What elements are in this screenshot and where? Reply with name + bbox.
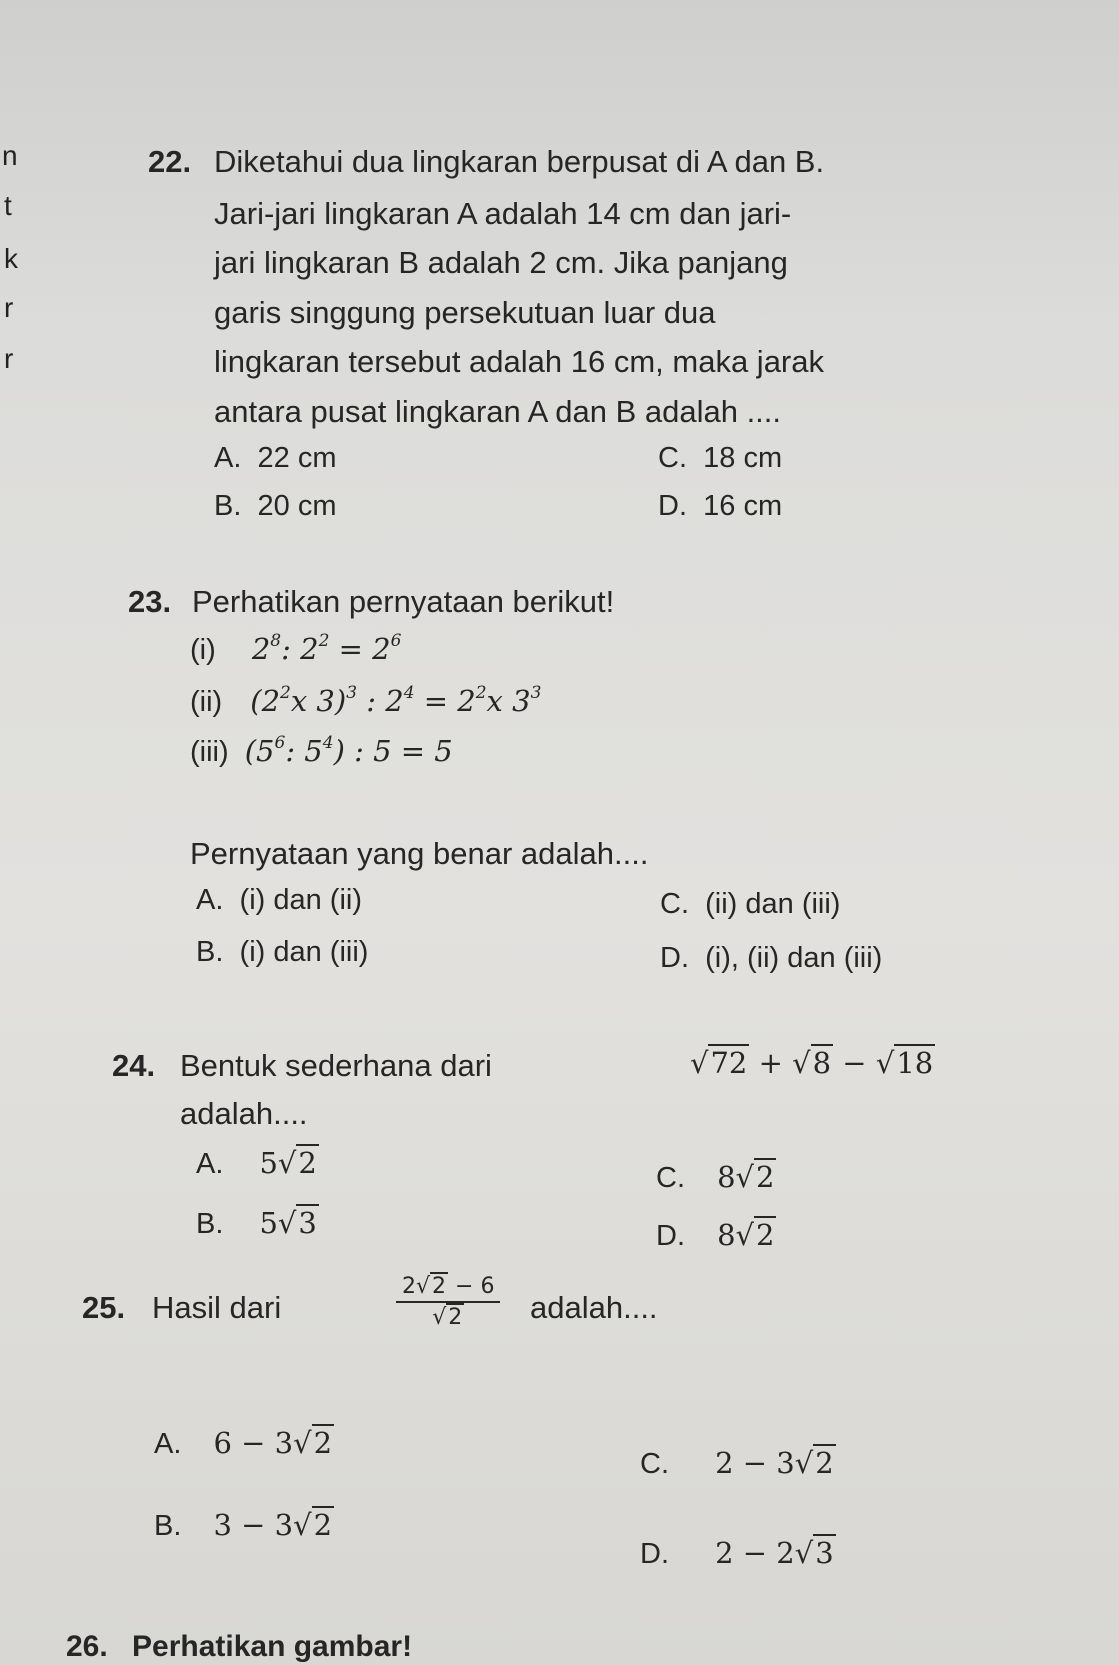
q25-fraction: $\frac{2√2 - 6}{√2}$ — [396, 1274, 500, 1330]
q24-expression: √72 + √8 − √18 — [690, 1046, 934, 1080]
q22-number: 22. — [148, 144, 192, 179]
q25-text-2: adalah.... — [530, 1290, 658, 1325]
q26-text: Perhatikan gambar! — [132, 1630, 413, 1663]
q24-number: 24. — [112, 1048, 156, 1083]
q22-option-a[interactable]: A. 22 cm — [214, 442, 337, 474]
q23-option-b[interactable]: B. (i) dan (iii) — [196, 936, 369, 968]
margin-mark: r — [4, 292, 14, 323]
q26-number: 26. — [66, 1630, 108, 1663]
margin-mark: t — [4, 190, 12, 221]
q25-text: Hasil dari — [152, 1290, 282, 1325]
q22-line-5: lingkaran tersebut adalah 16 cm, maka jarak — [214, 344, 824, 379]
q23-option-d[interactable]: D. (i), (ii) dan (iii) — [660, 942, 883, 974]
q23-option-c[interactable]: C. (ii) dan (iii) — [660, 888, 841, 920]
q23-statement-iii: (iii) ($5^6$: $5^4$) : 5 = 5 — [190, 733, 453, 768]
q24-option-c[interactable]: C. 8√2 — [656, 1160, 775, 1194]
q23-intro: Perhatikan pernyataan berikut! — [192, 584, 615, 619]
q23-statement-i: (i) $2^8$: $2^2 = 2^6$ — [190, 631, 402, 666]
q25-option-b[interactable]: B. 3 − 3√2 — [154, 1508, 333, 1542]
q22-line-4: garis singgung persekutuan luar dua — [214, 295, 716, 330]
q24-option-b[interactable]: B. 5√3 — [196, 1206, 317, 1240]
q22-line-1: Diketahui dua lingkaran berpusat di A dan B. — [214, 144, 825, 179]
q24-option-d[interactable]: D. 8√2 — [656, 1218, 775, 1252]
q25-number: 25. — [82, 1290, 126, 1325]
q22-line-2: Jari-jari lingkaran A adalah 14 cm dan jari- — [214, 196, 792, 231]
q22-option-c[interactable]: C. 18 cm — [658, 442, 783, 474]
q22-line-6: antara pusat lingkaran A dan B adalah .... — [214, 394, 782, 429]
q25-option-c[interactable]: C. 2 − 3√2 — [640, 1446, 834, 1480]
q22-option-d[interactable]: D. 16 cm — [658, 490, 783, 522]
q24-text-2: adalah.... — [180, 1096, 308, 1131]
q25-option-d[interactable]: D. 2 − 2√3 — [640, 1536, 834, 1570]
q22-option-b[interactable]: B. 20 cm — [214, 490, 337, 522]
q23-option-a[interactable]: A. (i) dan (ii) — [196, 884, 362, 916]
q23-number: 23. — [128, 584, 172, 619]
q23-question: Pernyataan yang benar adalah.... — [190, 836, 649, 871]
margin-mark: n — [2, 140, 18, 171]
q24-text: Bentuk sederhana dari — [180, 1048, 492, 1083]
q24-option-a[interactable]: A. 5√2 — [196, 1146, 317, 1180]
margin-mark: k — [4, 243, 18, 274]
q25-option-a[interactable]: A. 6 − 3√2 — [154, 1426, 333, 1460]
q22-line-3: jari lingkaran B adalah 2 cm. Jika panjang — [214, 245, 788, 280]
q23-statement-ii: (ii) ($2^2x$ 3)$^3$ : $2^4 = 2^2x$ $3^3$ — [190, 683, 542, 718]
margin-mark: r — [4, 343, 14, 374]
